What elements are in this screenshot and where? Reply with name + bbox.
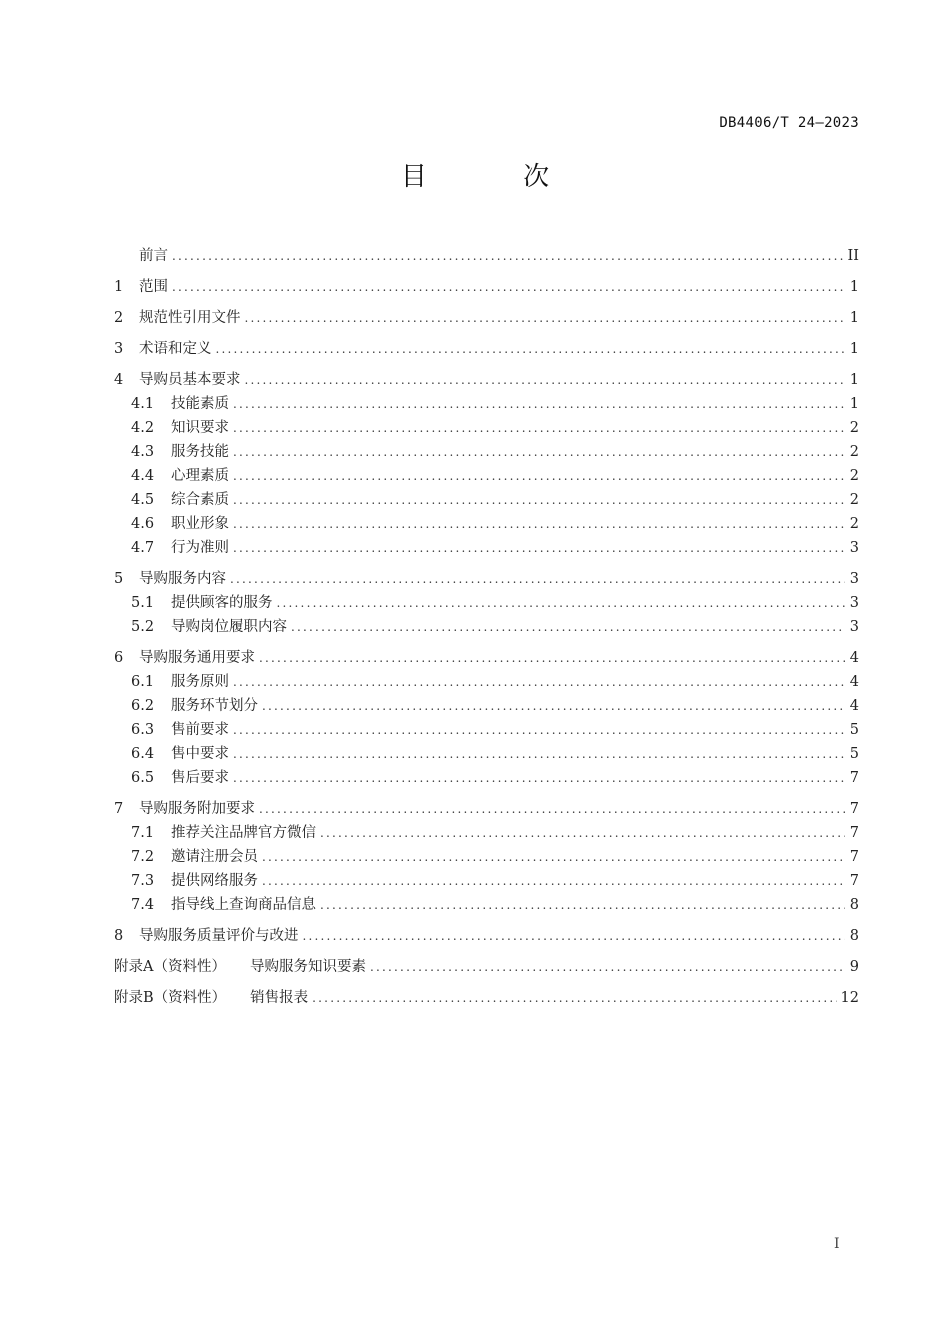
toc-entry-page: 1 (849, 396, 859, 412)
toc-entry-label: 售中要求 (171, 746, 229, 762)
toc-entry-label: 导购岗位履职内容 (171, 619, 287, 635)
dot-leader (172, 244, 844, 268)
toc-entry[interactable] (114, 416, 859, 440)
toc-entry-number: 7.2 (131, 849, 155, 865)
toc-entry-page: 5 (849, 722, 859, 738)
toc-entry[interactable] (114, 766, 859, 790)
toc-entry[interactable] (114, 440, 859, 464)
toc-entry-page: 2 (849, 444, 859, 460)
toc-entry-label: 推荐关注品牌官方微信 (171, 825, 316, 841)
dot-leader (245, 368, 846, 392)
toc-entry-page: 3 (849, 595, 859, 611)
toc-entry-label: 知识要求 (171, 420, 229, 436)
toc-entry-label: 导购员基本要求 (139, 372, 241, 388)
toc-entry-page: 3 (849, 571, 859, 587)
toc-entry-label: 导购服务内容 (139, 571, 226, 587)
toc-entry-number: 7.1 (131, 825, 155, 841)
toc-entry-number: 4.1 (131, 396, 155, 412)
toc-entry[interactable] (114, 670, 859, 694)
toc-entry-number: 6.4 (131, 746, 155, 762)
toc-entry-number: 附录A（资料性） (114, 959, 226, 975)
toc-entry-label: 行为准则 (171, 540, 229, 556)
toc-entry[interactable] (114, 275, 859, 299)
toc-entry[interactable] (114, 337, 859, 361)
toc-entry-number: 4.4 (131, 468, 155, 484)
toc-entry-page: 9 (849, 959, 859, 975)
dot-leader (259, 797, 845, 821)
dot-leader (320, 893, 845, 917)
toc-entry-page: 1 (849, 372, 859, 388)
dot-leader (233, 440, 845, 464)
toc-entry-label: 导购服务附加要求 (139, 801, 255, 817)
toc-entry-number: 6.2 (131, 698, 155, 714)
page-number: I (834, 1236, 840, 1252)
toc-entry-page: 5 (849, 746, 859, 762)
toc-entry[interactable] (114, 392, 859, 416)
toc-entry-page: 7 (849, 770, 859, 786)
toc-entry-number: 5.2 (131, 619, 155, 635)
dot-leader (320, 821, 845, 845)
dot-leader (233, 512, 845, 536)
dot-leader (233, 670, 845, 694)
toc-entry-label: 销售报表 (250, 990, 309, 1006)
toc-entry-label: 指导线上查询商品信息 (171, 897, 316, 913)
dot-leader (303, 924, 846, 948)
toc-entry[interactable] (114, 742, 859, 766)
toc-entry-number: 6.3 (131, 722, 155, 738)
toc-entry-label: 提供顾客的服务 (171, 595, 273, 611)
toc-entry[interactable] (114, 893, 859, 917)
toc-entry-page: 7 (849, 801, 859, 817)
toc-entry-label: 技能素质 (171, 396, 229, 412)
dot-leader (233, 464, 845, 488)
toc-entry-page: 1 (849, 341, 859, 357)
dot-leader (233, 416, 845, 440)
toc-entry-page: 1 (849, 310, 859, 326)
toc-entry-label: 规范性引用文件 (139, 310, 241, 326)
toc-entry-page: 12 (840, 990, 859, 1006)
toc-entry-page: 2 (849, 420, 859, 436)
toc-entry-label: 导购服务通用要求 (139, 650, 255, 666)
toc-entry-number: 7 (114, 801, 124, 817)
toc-title: 目 次 (400, 162, 594, 192)
toc-entry-label: 心理素质 (171, 468, 229, 484)
dot-leader (216, 337, 846, 361)
toc-entry-number: 附录B（资料性） (114, 990, 227, 1006)
dot-leader (233, 766, 845, 790)
toc-entry-number: 5.1 (131, 595, 155, 611)
toc-entry-page: 4 (849, 698, 859, 714)
toc-entry-page: 1 (849, 279, 859, 295)
toc-entry[interactable] (114, 797, 859, 821)
toc-entry-number: 6.5 (131, 770, 155, 786)
toc-entry-number: 4.5 (131, 492, 155, 508)
toc-entry-number: 7.3 (131, 873, 155, 889)
dot-leader (312, 986, 836, 1010)
toc-entry-label: 导购服务质量评价与改进 (139, 928, 299, 944)
toc-entry-number: 3 (114, 341, 124, 357)
toc-entry-number: 1 (114, 279, 124, 295)
toc-entry-page: 4 (849, 674, 859, 690)
dot-leader (277, 591, 846, 615)
toc-entry-page: 2 (849, 468, 859, 484)
toc-entry-number: 6.1 (131, 674, 155, 690)
toc-entry[interactable] (114, 646, 859, 670)
toc-entry-page: 7 (849, 849, 859, 865)
toc-entry[interactable] (114, 869, 859, 893)
toc-entry[interactable] (114, 955, 859, 979)
toc-entry-page: 2 (849, 516, 859, 532)
toc-entry-page: 3 (849, 619, 859, 635)
toc-entry-label: 邀请注册会员 (171, 849, 258, 865)
toc-entry-label: 服务技能 (171, 444, 229, 460)
toc-entry[interactable] (114, 567, 859, 591)
dot-leader (245, 306, 846, 330)
toc-entry-number: 6 (114, 650, 124, 666)
toc-entry[interactable] (114, 821, 859, 845)
toc-entry[interactable] (114, 986, 859, 1010)
toc-entry[interactable] (114, 718, 859, 742)
dot-leader (262, 694, 845, 718)
toc-entry[interactable] (114, 924, 859, 948)
toc-entry[interactable] (114, 591, 859, 615)
toc-entry[interactable] (114, 536, 859, 560)
toc-entry-page: 7 (849, 873, 859, 889)
toc-entry-number: 7.4 (131, 897, 155, 913)
table-of-contents (114, 244, 859, 1010)
dot-leader (370, 955, 845, 979)
toc-entry[interactable] (114, 488, 859, 512)
toc-entry[interactable] (114, 694, 859, 718)
toc-entry-page: 4 (849, 650, 859, 666)
dot-leader (233, 392, 845, 416)
toc-entry-label: 服务原则 (171, 674, 229, 690)
toc-entry-label: 提供网络服务 (171, 873, 258, 889)
toc-entry-number: 4.7 (131, 540, 155, 556)
toc-entry-label: 术语和定义 (139, 341, 212, 357)
document-code: DB4406/T 24—2023 (719, 115, 859, 131)
toc-entry[interactable] (114, 845, 859, 869)
dot-leader (233, 718, 845, 742)
toc-entry-label: 前言 (139, 248, 168, 264)
toc-entry-label: 服务环节划分 (171, 698, 258, 714)
dot-leader (233, 742, 845, 766)
toc-entry-label: 职业形象 (171, 516, 229, 532)
toc-entry[interactable] (114, 244, 859, 268)
dot-leader (262, 845, 845, 869)
dot-leader (262, 869, 845, 893)
dot-leader (233, 488, 845, 512)
toc-entry[interactable] (114, 512, 859, 536)
toc-entry-number: 5 (114, 571, 124, 587)
toc-entry-label: 导购服务知识要素 (249, 959, 366, 975)
toc-entry-label: 范围 (139, 279, 168, 295)
toc-entry-page: II (847, 248, 859, 264)
toc-entry-number: 4.2 (131, 420, 155, 436)
toc-entry-number: 4.3 (131, 444, 155, 460)
dot-leader (291, 615, 845, 639)
toc-entry[interactable] (114, 306, 859, 330)
toc-entry-number: 8 (114, 928, 124, 944)
toc-entry[interactable] (114, 464, 859, 488)
toc-entry-page: 8 (849, 897, 859, 913)
toc-entry-label: 售后要求 (171, 770, 229, 786)
dot-leader (233, 536, 845, 560)
dot-leader (259, 646, 845, 670)
dot-leader (230, 567, 845, 591)
toc-entry[interactable] (114, 615, 859, 639)
toc-entry-label: 售前要求 (171, 722, 229, 738)
dot-leader (172, 275, 845, 299)
toc-entry-number: 4 (114, 372, 124, 388)
toc-entry-page: 3 (849, 540, 859, 556)
toc-entry-page: 8 (849, 928, 859, 944)
toc-entry-number: 4.6 (131, 516, 155, 532)
toc-entry-label: 综合素质 (171, 492, 229, 508)
toc-entry-number: 2 (114, 310, 124, 326)
toc-entry-page: 2 (849, 492, 859, 508)
toc-entry-page: 7 (849, 825, 859, 841)
toc-entry[interactable] (114, 368, 859, 392)
